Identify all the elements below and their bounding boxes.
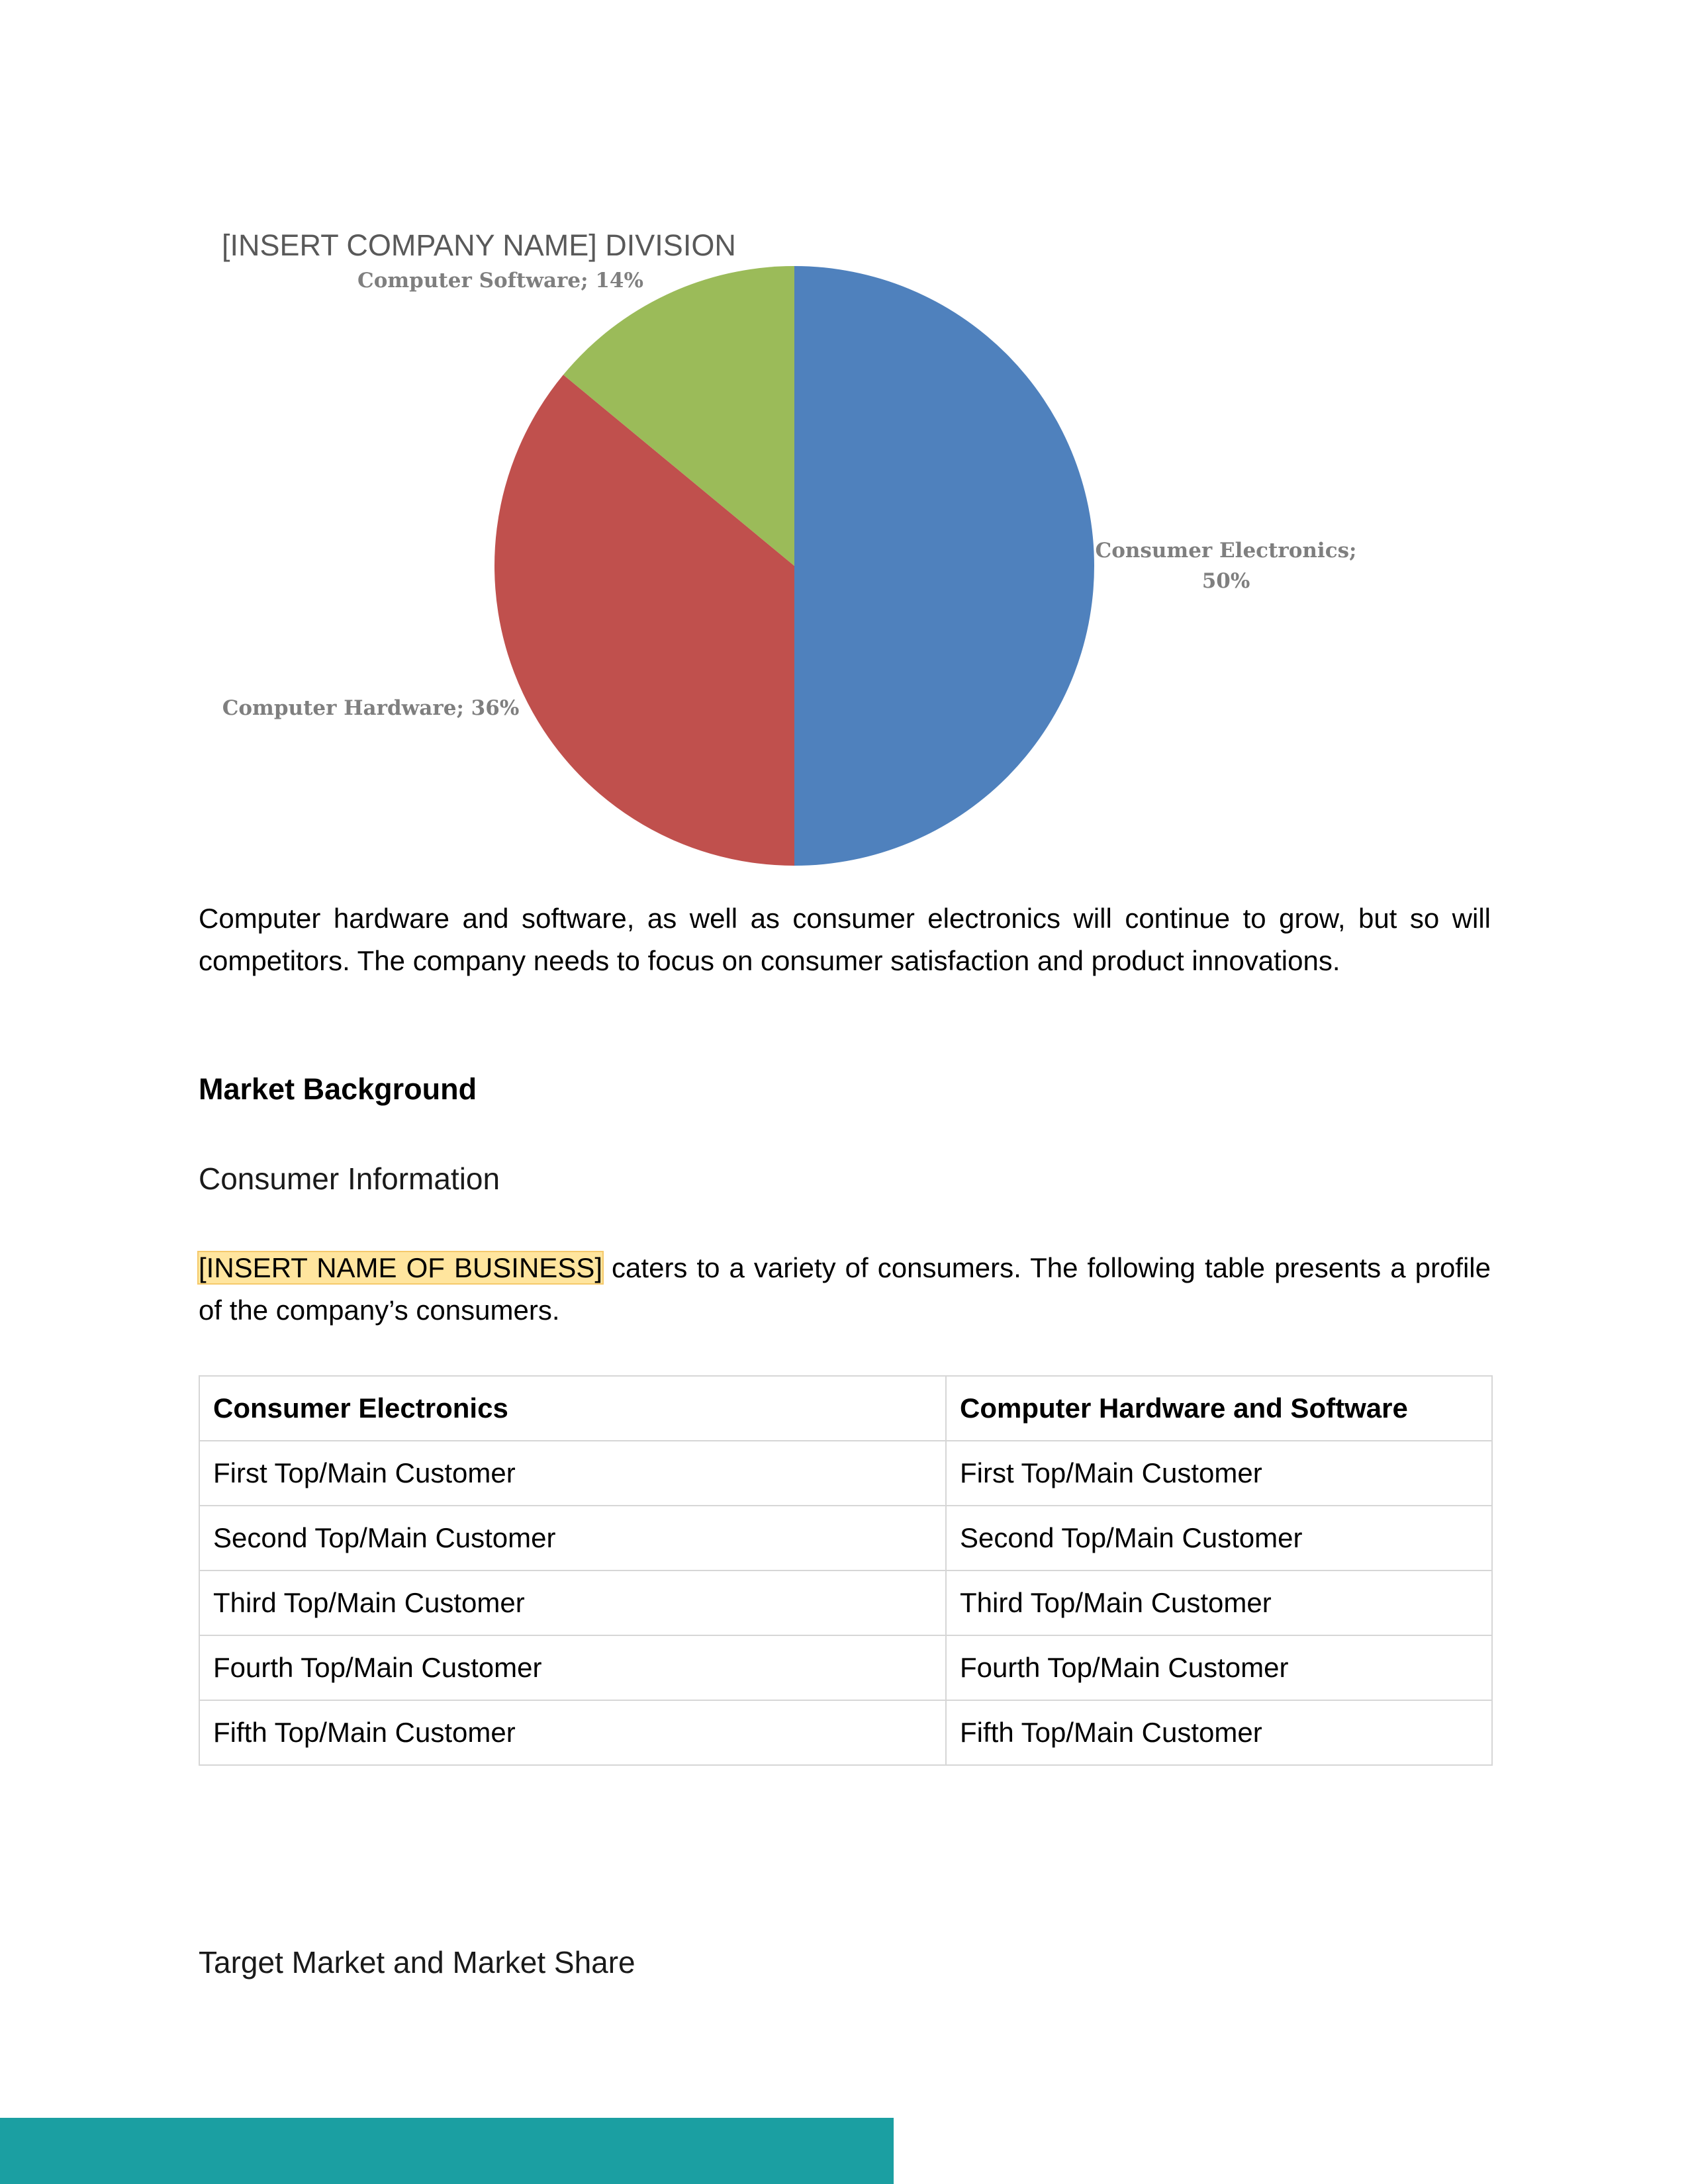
table-header-row bbox=[199, 1376, 1492, 1441]
pie-label-computer-software: Computer Software; 14% bbox=[357, 269, 643, 293]
market-background-heading: Market Background bbox=[199, 1072, 477, 1106]
table-row bbox=[199, 1700, 1492, 1765]
target-market-heading: Target Market and Market Share bbox=[199, 1945, 635, 1979]
business-name-placeholder[interactable]: [INSERT NAME OF BUSINESS] bbox=[199, 1252, 603, 1283]
table-row bbox=[199, 1635, 1492, 1700]
intro-paragraph: Computer hardware and software, as well as consumer electronics will continue to grow, but so will competitors. The company needs to focus on consumer satisfaction and product innovations. bbox=[199, 903, 1491, 976]
pie-slice-consumer-electronics bbox=[794, 266, 1094, 866]
table-header-cell: Consumer Electronics bbox=[199, 1376, 946, 1441]
table-cell: Fifth Top/Main Customer bbox=[946, 1700, 1492, 1765]
pie-label-consumer-electronics: Consumer Electronics; 50% bbox=[1095, 539, 1357, 593]
consumer-info-paragraph bbox=[199, 1247, 1491, 1332]
table-row bbox=[199, 1506, 1492, 1570]
pie-label-computer-hardware: Computer Hardware; 36% bbox=[222, 696, 520, 720]
footer-accent-bar bbox=[0, 2118, 894, 2184]
table-header-cell: Computer Hardware and Software bbox=[946, 1376, 1492, 1441]
table-cell: Second Top/Main Customer bbox=[199, 1506, 946, 1570]
table-cell: First Top/Main Customer bbox=[199, 1441, 946, 1506]
table-row bbox=[199, 1570, 1492, 1635]
consumer-profile-table bbox=[199, 1375, 1493, 1766]
consumer-info-text: caters to a variety of consumers. The following table presents a profile of the company’s consumers. bbox=[199, 1252, 1491, 1326]
consumer-information-heading: Consumer Information bbox=[199, 1161, 500, 1196]
table-cell: Second Top/Main Customer bbox=[946, 1506, 1492, 1570]
table-row bbox=[199, 1441, 1492, 1506]
chart-title: [INSERT COMPANY NAME] DIVISION bbox=[222, 228, 736, 262]
table-cell: First Top/Main Customer bbox=[946, 1441, 1492, 1506]
table-cell: Fifth Top/Main Customer bbox=[199, 1700, 946, 1765]
table-cell: Third Top/Main Customer bbox=[199, 1570, 946, 1635]
table-cell: Third Top/Main Customer bbox=[946, 1570, 1492, 1635]
division-pie-chart bbox=[199, 212, 1456, 887]
table-cell: Fourth Top/Main Customer bbox=[946, 1635, 1492, 1700]
table-cell: Fourth Top/Main Customer bbox=[199, 1635, 946, 1700]
pie-slices bbox=[494, 266, 1094, 866]
